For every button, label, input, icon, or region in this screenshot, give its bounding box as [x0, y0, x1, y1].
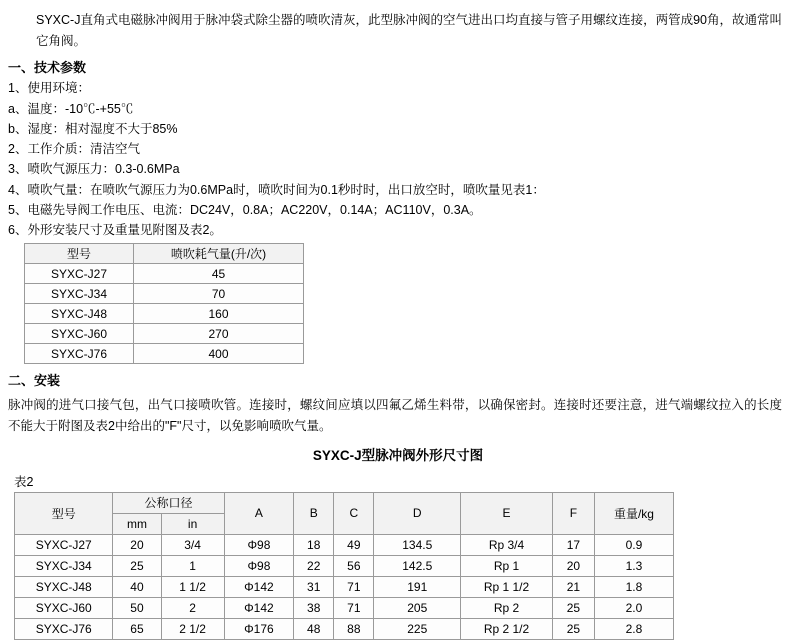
section-heading-parameters: 一、技术参数: [8, 60, 87, 76]
table2-cell-f: 25: [552, 618, 594, 639]
table2-header-a: A: [224, 492, 294, 534]
table2-cell-mm: 40: [113, 576, 161, 597]
table2-cell-d: 205: [374, 597, 461, 618]
table2-cell-a: Φ98: [224, 555, 294, 576]
table2-cell-model: SYXC-J48: [15, 576, 113, 597]
table2-cell-weight: 1.8: [594, 576, 673, 597]
intro-paragraph: SYXC-J直角式电磁脉冲阀用于脉冲袋式除尘器的喷吹清灰，此型脉冲阀的空气进出口均直接与管子用螺纹连接，两管成90角，故通常叫它角阀。: [36, 13, 782, 48]
table2-cell-c: 56: [334, 555, 374, 576]
table-row: [15, 597, 674, 618]
table2-cell-b: 31: [294, 576, 334, 597]
table2-cell-b: 18: [294, 534, 334, 555]
table-header-row: [15, 492, 674, 513]
table2-cell-f: 25: [552, 597, 594, 618]
table2-cell-c: 71: [334, 576, 374, 597]
table2-cell-mm: 25: [113, 555, 161, 576]
dimensions-table: [14, 492, 674, 640]
parameter-line: a、温度：-10℃-+55℃: [8, 101, 134, 116]
table2-cell-model: SYXC-J60: [15, 597, 113, 618]
table2-cell-model: SYXC-J27: [15, 534, 113, 555]
parameter-line: 3、喷吹气源压力：0.3-0.6MPa: [8, 162, 180, 177]
parameter-line: 5、电磁先导阀工作电压、电流：DC24V，0.8A；AC220V，0.14A；AC110V，0.3A。: [8, 202, 482, 217]
table2-cell-in: 1 1/2: [161, 576, 224, 597]
table2-header-d: D: [374, 492, 461, 534]
parameter-line: 1、使用环境：: [8, 81, 90, 96]
table2-cell-a: Φ142: [224, 576, 294, 597]
air-consumption-table: [24, 243, 304, 364]
table-row: [15, 618, 674, 639]
table-row: [15, 576, 674, 597]
parameter-line: 4、喷吹气量：在喷吹气源压力为0.6MPa时，喷吹时间为0.1秒时时，出口放空时，喷吹量见表1：: [8, 182, 545, 197]
table-header-row: [25, 244, 304, 264]
table2-cell-e: Rp 1 1/2: [461, 576, 553, 597]
table2-header-weight: 重量/kg: [594, 492, 673, 534]
table2-cell-f: 17: [552, 534, 594, 555]
table2-cell-weight: 2.8: [594, 618, 673, 639]
parameter-line: b、湿度：相对湿度不大于85%: [8, 121, 178, 136]
table1-cell-model: SYXC-J76: [25, 344, 134, 364]
parameters-list: [0, 78, 796, 240]
table2-header-in: in: [161, 513, 224, 534]
table2-cell-d: 225: [374, 618, 461, 639]
table2-header-nominal: 公称口径: [113, 492, 224, 513]
table-row: [25, 284, 304, 304]
table2-cell-e: Rp 1: [461, 555, 553, 576]
drawing-title: SYXC-J型脉冲阀外形尺寸图: [312, 447, 484, 463]
table2-header-mm: mm: [113, 513, 161, 534]
table2-cell-c: 71: [334, 597, 374, 618]
table2-cell-d: 191: [374, 576, 461, 597]
table-row: [25, 344, 304, 364]
table2-cell-e: Rp 2: [461, 597, 553, 618]
table2-cell-in: 2: [161, 597, 224, 618]
table2-cell-model: SYXC-J34: [15, 555, 113, 576]
table2-header-e: E: [461, 492, 553, 534]
table2-cell-c: 49: [334, 534, 374, 555]
table2-cell-weight: 2.0: [594, 597, 673, 618]
table2-cell-c: 88: [334, 618, 374, 639]
table2-cell-in: 1: [161, 555, 224, 576]
table1-cell-model: SYXC-J60: [25, 324, 134, 344]
parameter-line: 6、外形安装尺寸及重量见附图及表2。: [8, 223, 222, 237]
table2-cell-e: Rp 3/4: [461, 534, 553, 555]
table1-header-consumption: 喷吹耗气量(升/次): [134, 244, 304, 264]
table2-cell-d: 142.5: [374, 555, 461, 576]
table2-cell-e: Rp 2 1/2: [461, 618, 553, 639]
table2-cell-b: 22: [294, 555, 334, 576]
table1-header-model: 型号: [25, 244, 134, 264]
installation-paragraph: 脉冲阀的进气口接气包，出气口接喷吹管。连接时，螺纹间应填以四氟乙烯生料带，以确保密封。连接时还要注意，进气端螺纹拉入的长度不能大于附图及表2中给出的"F"尺寸，以免影响喷吹气量。: [8, 398, 782, 433]
table2-label: 表2: [14, 474, 34, 489]
table1-cell-model: SYXC-J48: [25, 304, 134, 324]
table2-cell-in: 2 1/2: [161, 618, 224, 639]
table1-wrapper: [0, 240, 796, 364]
table2-cell-a: Φ176: [224, 618, 294, 639]
table2-header-b: B: [294, 492, 334, 534]
parameter-line: 2、工作介质：清洁空气: [8, 142, 140, 156]
table2-header-f: F: [552, 492, 594, 534]
table2-wrapper: [0, 492, 796, 640]
table2-cell-f: 21: [552, 576, 594, 597]
table1-cell-model: SYXC-J27: [25, 264, 134, 284]
table2-cell-b: 38: [294, 597, 334, 618]
table2-cell-mm: 20: [113, 534, 161, 555]
table2-cell-mm: 65: [113, 618, 161, 639]
table2-cell-a: Φ98: [224, 534, 294, 555]
table2-cell-in: 3/4: [161, 534, 224, 555]
table-row: [25, 264, 304, 284]
table2-cell-weight: 1.3: [594, 555, 673, 576]
table2-cell-a: Φ142: [224, 597, 294, 618]
table2-cell-mm: 50: [113, 597, 161, 618]
table2-header-model: 型号: [15, 492, 113, 534]
table1-cell-value: 70: [134, 284, 304, 304]
table-row: [15, 555, 674, 576]
table-row: [15, 534, 674, 555]
table1-cell-model: SYXC-J34: [25, 284, 134, 304]
table2-cell-weight: 0.9: [594, 534, 673, 555]
table1-cell-value: 45: [134, 264, 304, 284]
table2-cell-d: 134.5: [374, 534, 461, 555]
table-row: [25, 324, 304, 344]
table1-cell-value: 270: [134, 324, 304, 344]
table2-header-c: C: [334, 492, 374, 534]
table2-cell-f: 20: [552, 555, 594, 576]
table2-cell-b: 48: [294, 618, 334, 639]
section-heading-installation: 二、安装: [8, 373, 61, 389]
table1-cell-value: 160: [134, 304, 304, 324]
table1-cell-value: 400: [134, 344, 304, 364]
table2-cell-model: SYXC-J76: [15, 618, 113, 639]
table-row: [25, 304, 304, 324]
